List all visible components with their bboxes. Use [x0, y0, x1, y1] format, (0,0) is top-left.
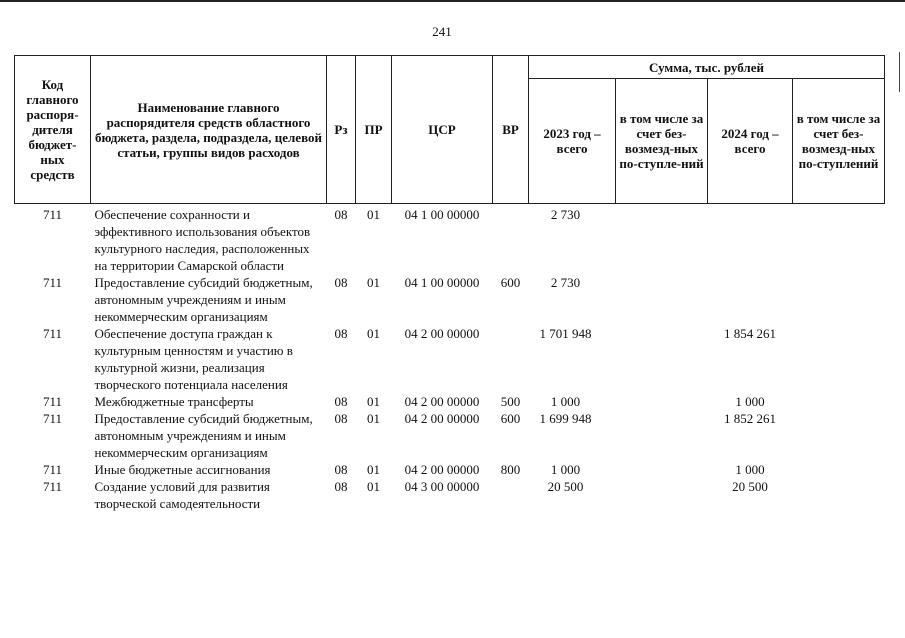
table-row — [15, 393, 885, 410]
cell-vr — [493, 478, 529, 512]
cell-rz: 08 — [334, 462, 348, 477]
cell-2024-total: 1 852 261 — [724, 411, 776, 426]
cell-2023-total: 2 730 — [550, 275, 581, 290]
cell-2023-free — [616, 393, 708, 410]
cell-pr: 01 — [367, 479, 380, 494]
cell-kod: 711 — [42, 411, 63, 426]
cell-rz: 08 — [334, 275, 348, 290]
cell-kod: 711 — [42, 326, 63, 341]
cell-2024-free — [793, 461, 885, 478]
cell-csr: 04 2 00 00000 — [404, 326, 480, 341]
cell-2024-free — [793, 325, 885, 393]
table-row — [15, 410, 885, 461]
cell-2023-free — [616, 410, 708, 461]
cell-csr: 04 1 00 00000 — [404, 275, 480, 290]
cell-2023-free — [616, 478, 708, 512]
cell-2023-total: 20 500 — [547, 479, 584, 494]
cell-2023-free — [616, 461, 708, 478]
header-sum-group: Сумма, тыс. рублей — [529, 56, 885, 79]
cell-2024-total — [708, 274, 793, 325]
margin-mark — [899, 52, 900, 92]
header-csr: ЦСР — [392, 56, 493, 204]
cell-csr: 04 1 00 00000 — [404, 207, 480, 222]
cell-pr: 01 — [367, 394, 380, 409]
cell-2024-free — [793, 204, 885, 275]
cell-kod: 711 — [42, 462, 63, 477]
page-number: 241 — [432, 24, 452, 39]
cell-rz: 08 — [334, 326, 348, 341]
cell-2024-total: 20 500 — [732, 479, 768, 494]
page-top-border — [0, 0, 905, 2]
cell-kod: 711 — [42, 275, 63, 290]
cell-2023-total: 1 000 — [550, 462, 581, 477]
cell-2023-free — [616, 204, 708, 275]
header-vr: ВР — [493, 56, 529, 204]
cell-2024-total: 1 000 — [735, 462, 765, 477]
cell-2024-total: 1 854 261 — [724, 326, 776, 341]
cell-2024-free — [793, 274, 885, 325]
budget-table — [14, 55, 885, 512]
cell-csr: 04 2 00 00000 — [404, 462, 480, 477]
table-row — [15, 274, 885, 325]
cell-2023-total: 1 701 948 — [539, 326, 592, 341]
cell-csr: 04 2 00 00000 — [404, 411, 480, 426]
header-rz: Рз — [327, 56, 356, 204]
cell-name: Создание условий для развития творческой самодеятельности — [94, 479, 270, 511]
cell-2023-total: 1 699 948 — [539, 411, 592, 426]
cell-pr: 01 — [367, 411, 380, 426]
cell-rz: 08 — [334, 411, 348, 426]
header-2024-total: 2024 год – всего — [708, 79, 793, 204]
cell-vr — [493, 325, 529, 393]
cell-csr: 04 2 00 00000 — [404, 394, 480, 409]
cell-pr: 01 — [367, 462, 380, 477]
header-kod: Код главного распоря-дителя бюджет-ных средств — [15, 56, 91, 204]
cell-vr: 800 — [500, 462, 521, 477]
table-row — [15, 325, 885, 393]
header-name: Наименование главного распорядителя средств областного бюджета, раздела, подраздела, целевой статьи, группы видов расходов — [91, 56, 327, 204]
cell-kod: 711 — [42, 479, 63, 494]
header-2024-free: в том числе за счет без-возмезд-ных по-ступлений — [793, 79, 885, 204]
cell-csr: 04 3 00 00000 — [404, 479, 480, 494]
cell-kod: 711 — [42, 207, 63, 222]
cell-vr — [493, 204, 529, 275]
table-row — [15, 461, 885, 478]
header-2023-free: в том числе за счет без-возмезд-ных по-ступле-ний — [616, 79, 708, 204]
cell-rz: 08 — [334, 394, 348, 409]
header-2023-total: 2023 год – всего — [529, 79, 616, 204]
cell-rz: 08 — [334, 207, 348, 222]
cell-pr: 01 — [367, 326, 380, 341]
table-row — [15, 204, 885, 275]
cell-2024-total — [708, 204, 793, 275]
cell-2023-total: 1 000 — [550, 394, 581, 409]
cell-rz: 08 — [334, 479, 348, 494]
cell-kod: 711 — [42, 394, 63, 409]
cell-name: Обеспечение сохранности и эффективного использования объектов культурного наследия, расположенных на территории Самарской области — [94, 207, 311, 273]
header-pr: ПР — [356, 56, 392, 204]
cell-name: Иные бюджетные ассигнования — [94, 462, 271, 477]
cell-name: Обеспечение доступа граждан к культурным ценностям и участию в культурной жизни, реализация творческого потенциала населения — [94, 326, 293, 392]
cell-name: Межбюджетные трансферты — [94, 394, 254, 409]
cell-vr: 600 — [500, 275, 521, 290]
cell-2023-free — [616, 274, 708, 325]
cell-2023-free — [616, 325, 708, 393]
cell-2024-free — [793, 410, 885, 461]
cell-vr: 600 — [500, 411, 521, 426]
cell-2024-free — [793, 393, 885, 410]
cell-2024-free — [793, 478, 885, 512]
cell-vr: 500 — [500, 394, 521, 409]
cell-2023-total: 2 730 — [550, 207, 581, 222]
cell-2024-total: 1 000 — [735, 394, 765, 409]
cell-pr: 01 — [367, 207, 380, 222]
table-row — [15, 478, 885, 512]
cell-pr: 01 — [367, 275, 380, 290]
cell-name: Предоставление субсидий бюджетным, автономным учреждениям и иным некоммерческим организациям — [94, 411, 313, 460]
cell-name: Предоставление субсидий бюджетным, автономным учреждениям и иным некоммерческим организациям — [94, 275, 313, 324]
